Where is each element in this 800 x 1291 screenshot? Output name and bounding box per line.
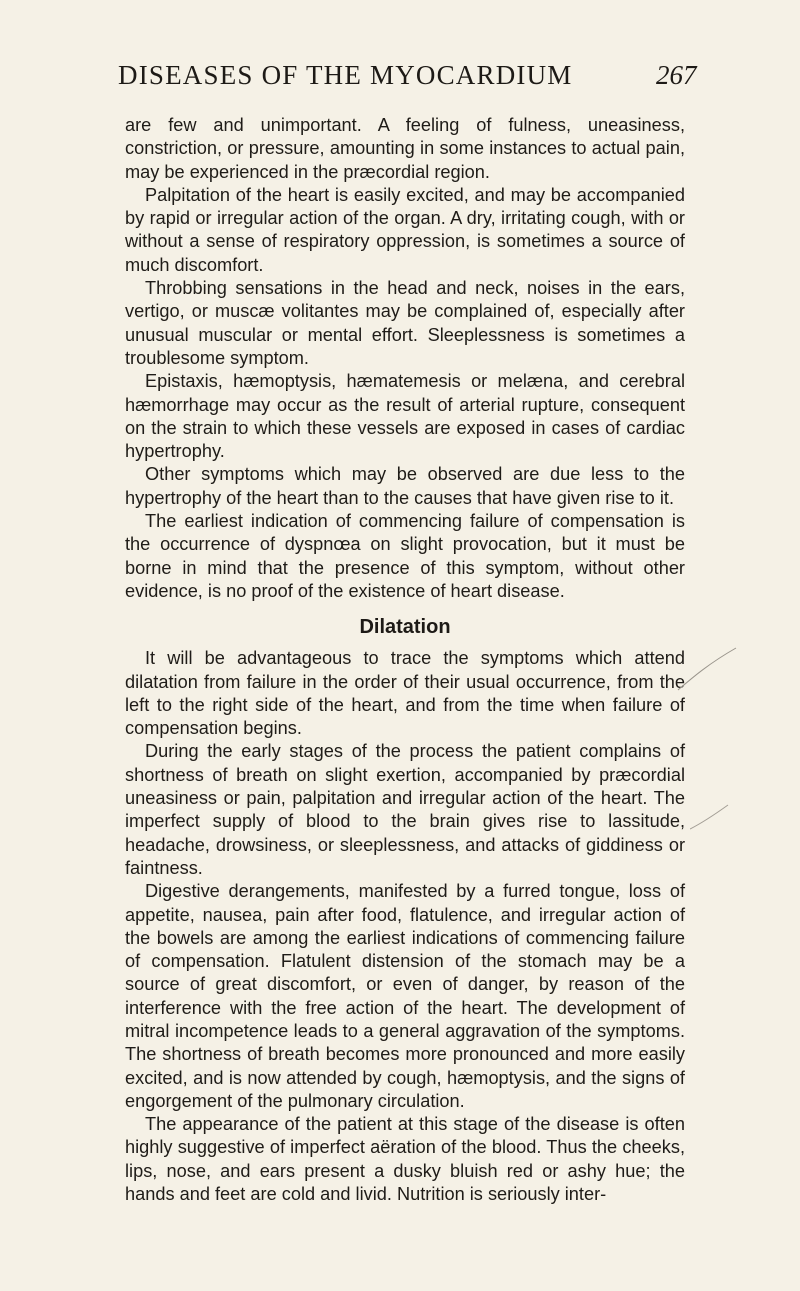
paragraph: Palpitation of the heart is easily excited, and may be accompanied by rapid or irregular action of the organ. A dry, irritating cough, with or without a sense of respiratory oppression, is sometimes a source of much discomfort. (125, 184, 685, 275)
pencil-mark (678, 648, 738, 698)
paragraph: It will be advantageous to trace the symptoms which attend dilatation from failure in the order of their usual occurrence, from the left to the right side of the heart, and from the time when failure of compensation begins. (125, 648, 685, 739)
paragraph: The appearance of the patient at this stage of the disease is often highly suggestive of imperfect aëration of the blood. Thus the cheeks, lips, nose, and ears present a dusky bluish red or ashy hue; the hands and feet are cold and livid. Nutrition is seriously inter- (125, 1114, 685, 1205)
page-number: 267 (656, 60, 697, 90)
paragraph: Other symptoms which may be observed are due less to the hypertrophy of the heart than to the causes that have given rise to it. (125, 464, 685, 508)
paragraph: During the early stages of the process the patient complains of shortness of breath on slight exertion, accompanied by præcordial uneasiness or pain, palpitation and irregular action of the heart. The imperfect supply of blood to the brain gives rise to lassitude, headache, drowsiness, or sleeplessness, and attacks of giddiness or faintness. (125, 741, 685, 878)
section-heading: Dilatation (359, 616, 451, 639)
running-head (0, 60, 800, 100)
paragraph: Throbbing sensations in the head and neck, noises in the ears, vertigo, or muscæ volitantes may be complained of, especially after unusual muscular or mental effort. Sleeplessness is sometimes a troublesome symptom. (125, 278, 685, 368)
pencil-mark (690, 803, 730, 833)
paragraph: The earliest indication of commencing failure of compensation is the occurrence of dyspnœa on slight provocation, but it must be borne in mind that the presence of this symptom, without other evidence, is no proof of the existence of heart disease. (125, 511, 685, 601)
paragraph: Epistaxis, hæmoptysis, hæmatemesis or melæna, and cerebral hæmorrhage may occur as the result of arterial rupture, consequent on the strain to which these vessels are exposed in cases of cardiac hypertrophy. (125, 371, 685, 462)
running-title: DISEASES OF THE MYOCARDIUM (118, 60, 573, 90)
body-text (125, 114, 685, 1206)
paragraph: are few and unimportant. A feeling of fulness, uneasiness, constriction, or pressure, amounting in some instances to actual pain, may be experienced in the præcordial region. (125, 115, 685, 182)
paragraph: Digestive derangements, manifested by a furred tongue, loss of appetite, nausea, pain after food, flatulence, and irregular action of the bowels are among the earliest indications of commencing failure of compensation. Flatulent distension of the stomach may be a source of great discomfort, or even of danger, by reason of the interference with the free action of the heart. The development of mitral incompetence leads to a general aggravation of the symptoms. The shortness of breath becomes more pronounced and more easily excited, and is now attended by cough, hæmoptysis, and the signs of engorgement of the pulmonary circulation. (125, 881, 685, 1111)
